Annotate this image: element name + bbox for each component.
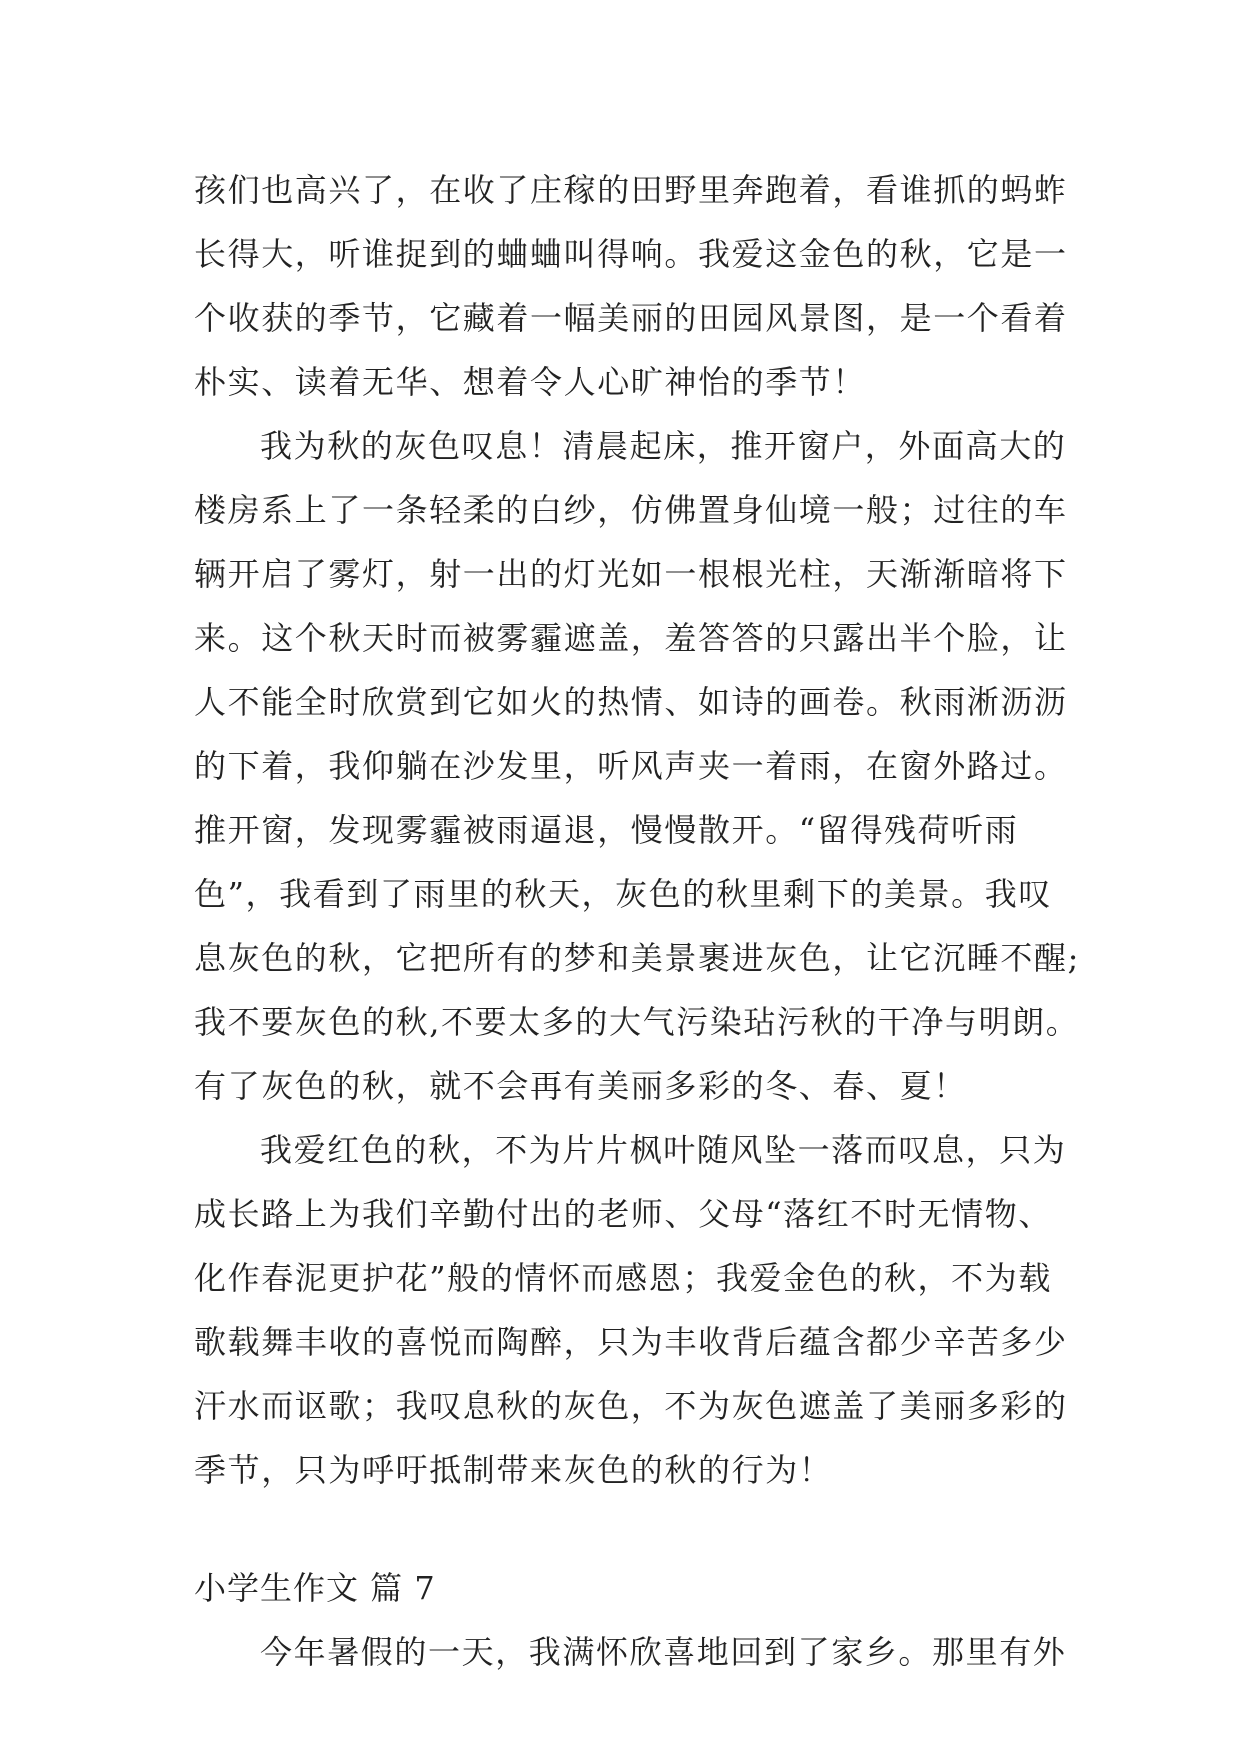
text-line: 化作春泥更护花”般的情怀而感恩；我爱金色的秋，不为载 [194, 1259, 1052, 1297]
paragraph-golden-autumn [194, 158, 1074, 414]
text-line: 季节，只为呼吁抵制带来灰色的秋的行为！ [194, 1451, 833, 1489]
paragraph-grey-autumn [194, 414, 1080, 1118]
text-line: 我爱红色的秋，不为片片枫叶随风坠一落而叹息，只为 [260, 1131, 1067, 1169]
text-line: 色”，我看到了雨里的秋天，灰色的秋里剩下的美景。我叹 [194, 875, 1052, 913]
text-line: 孩们也高兴了，在收了庄稼的田野里奔跑着，看谁抓的蚂蚱 [194, 171, 1068, 209]
text-line: 朴实、读着无华、想着令人心旷神怡的季节！ [194, 363, 867, 401]
text-line: 人不能全时欣赏到它如火的热情、如诗的画卷。秋雨淅沥沥 [194, 683, 1068, 721]
text-line: 成长路上为我们辛勤付出的老师、父母“落红不时无情物、 [194, 1195, 1052, 1233]
text-line: 汗水而讴歌；我叹息秋的灰色，不为灰色遮盖了美丽多彩的 [194, 1387, 1068, 1425]
text-line: 楼房系上了一条轻柔的白纱，仿佛置身仙境一般；过往的车 [194, 491, 1068, 529]
text-line: 息灰色的秋，它把所有的梦和美景裹进灰色，让它沉睡不醒; [194, 939, 1080, 977]
essay-text [194, 158, 1080, 1684]
text-line: 辆开启了雾灯，射一出的灯光如一根根光柱，天渐渐暗将下 [194, 555, 1068, 593]
text-line: 推开窗，发现雾霾被雨逼退，慢慢散开。“留得残荷听雨 [194, 811, 1019, 849]
paragraph-conclusion [194, 1118, 1074, 1502]
text-line: 的下着，我仰躺在沙发里，听风声夹一着雨，在窗外路过。 [194, 747, 1068, 785]
text-line: 我不要灰色的秋,不要太多的大气污染玷污秋的干净与明朗。 [194, 1003, 1080, 1041]
text-line: 个收获的季节，它藏着一幅美丽的田园风景图，是一个看着 [194, 299, 1068, 337]
text-line: 来。这个秋天时而被雾霾遮盖，羞答答的只露出半个脸，让 [194, 619, 1068, 657]
text-line: 有了灰色的秋，就不会再有美丽多彩的冬、春、夏！ [194, 1067, 967, 1105]
section-heading: 小学生作文 篇 7 [194, 1569, 436, 1607]
text-line: 长得大，听谁捉到的蛐蛐叫得响。我爱这金色的秋，它是一 [194, 235, 1068, 273]
text-line: 我为秋的灰色叹息！清晨起床，推开窗户，外面高大的 [260, 427, 1067, 465]
paragraph-summer-vacation [194, 1620, 1074, 1684]
text-line: 歌载舞丰收的喜悦而陶醉，只为丰收背后蕴含都少辛苦多少 [194, 1323, 1068, 1361]
text-line: 今年暑假的一天，我满怀欣喜地回到了家乡。那里有外 [260, 1633, 1067, 1671]
section-spacer [194, 1502, 1074, 1556]
